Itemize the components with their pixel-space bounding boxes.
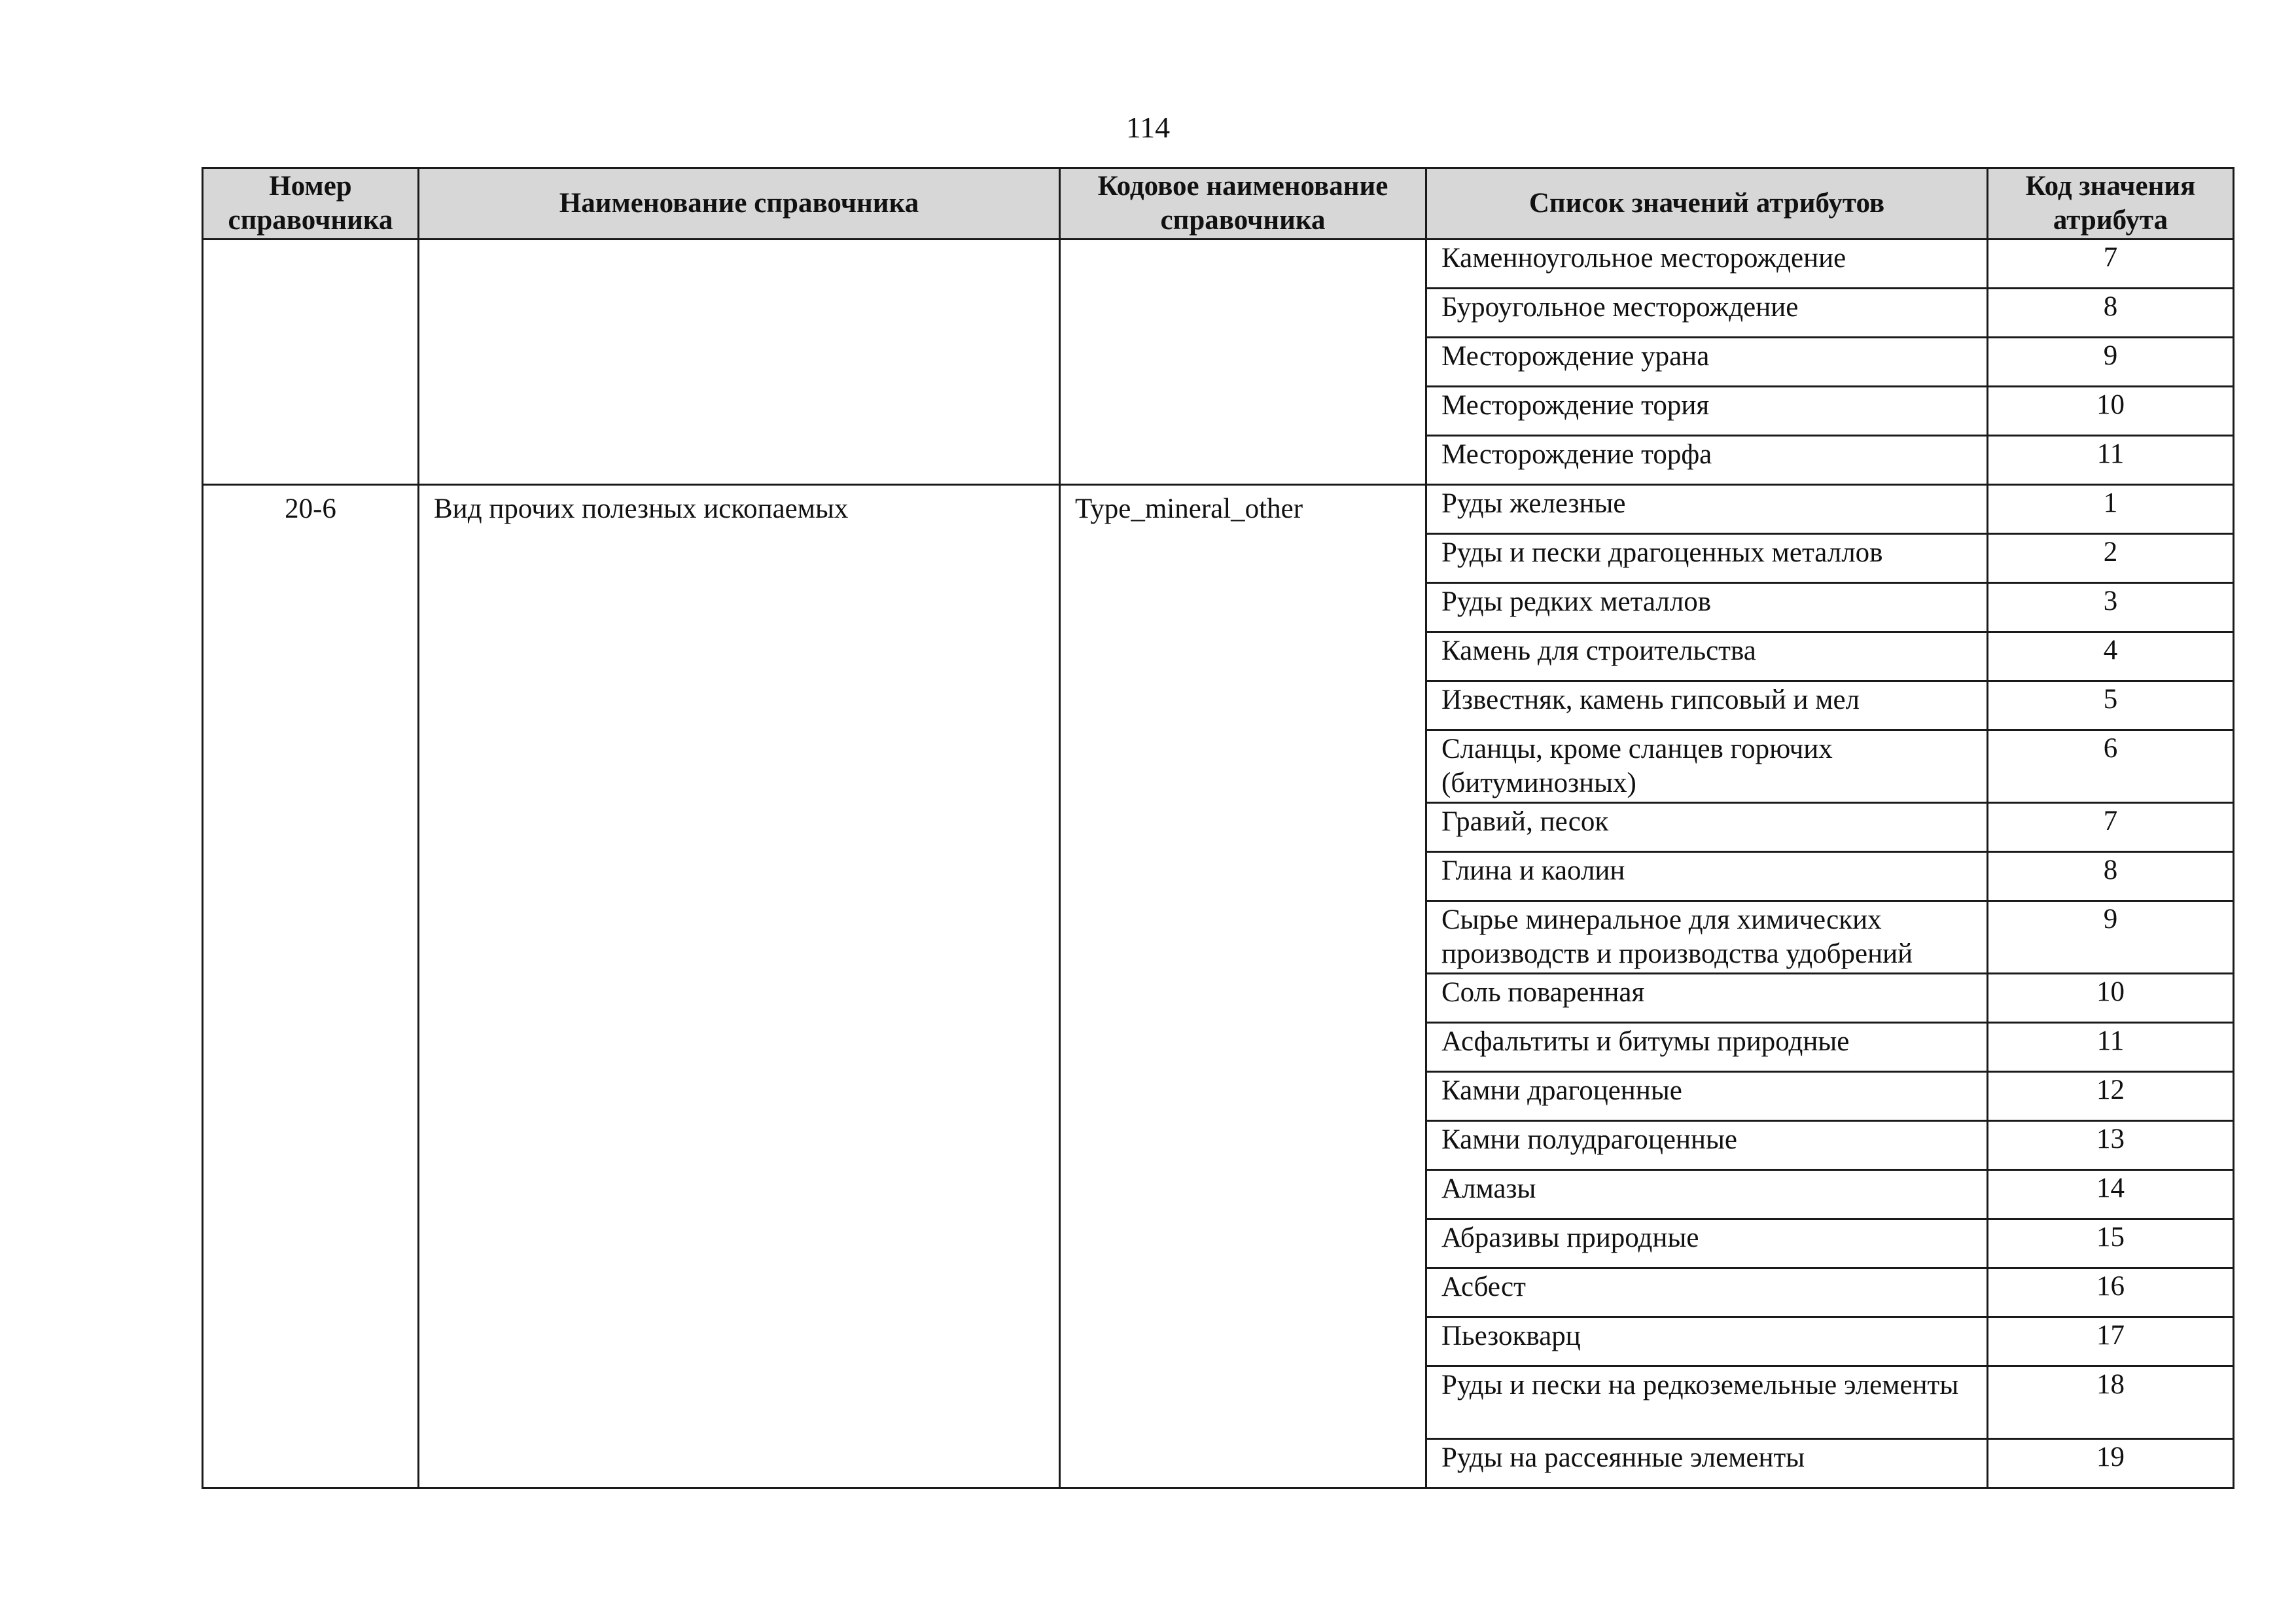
directory-name	[419, 240, 1060, 485]
attribute-value-code: 3	[1988, 583, 2234, 632]
attribute-value-code: 13	[1988, 1121, 2234, 1170]
attribute-value: Руды железные	[1426, 485, 1988, 534]
attribute-value: Асфальтиты и битумы природные	[1426, 1023, 1988, 1072]
attribute-value-code: 8	[1988, 289, 2234, 338]
attribute-value-code: 1	[1988, 485, 2234, 534]
table-row	[203, 240, 2234, 289]
attribute-value-code: 6	[1988, 730, 2234, 803]
attribute-value-code: 14	[1988, 1170, 2234, 1219]
directory-number	[203, 240, 419, 485]
attribute-value: Асбест	[1426, 1268, 1988, 1317]
attribute-value-code: 12	[1988, 1072, 2234, 1121]
attribute-value: Пьезокварц	[1426, 1317, 1988, 1366]
attribute-value-code: 9	[1988, 338, 2234, 387]
attribute-value: Глина и каолин	[1426, 852, 1988, 901]
header-values: Список значений атрибутов	[1426, 168, 1988, 240]
attribute-value: Буроугольное месторождение	[1426, 289, 1988, 338]
attribute-value: Камень для строительства	[1426, 632, 1988, 681]
attribute-value: Известняк, камень гипсовый и мел	[1426, 681, 1988, 730]
attribute-value-code: 10	[1988, 974, 2234, 1023]
attribute-value: Абразивы природные	[1426, 1219, 1988, 1268]
attribute-value-code: 16	[1988, 1268, 2234, 1317]
attribute-value: Гравий, песок	[1426, 803, 1988, 852]
attribute-value-code: 9	[1988, 901, 2234, 974]
attribute-value: Соль поваренная	[1426, 974, 1988, 1023]
directory-name: Вид прочих полезных ископаемых	[419, 485, 1060, 1488]
table-body	[203, 240, 2234, 1488]
header-row	[203, 168, 2234, 240]
reference-table	[202, 167, 2234, 1489]
attribute-value: Руды редких металлов	[1426, 583, 1988, 632]
attribute-value-code: 4	[1988, 632, 2234, 681]
directory-code-name	[1060, 240, 1426, 485]
attribute-value: Каменноугольное месторождение	[1426, 240, 1988, 289]
attribute-value: Камни полудрагоценные	[1426, 1121, 1988, 1170]
attribute-value-code: 2	[1988, 534, 2234, 583]
header-name: Наименование справочника	[419, 168, 1060, 240]
header-code-name: Кодовое наименование справочника	[1060, 168, 1426, 240]
attribute-value-code: 8	[1988, 852, 2234, 901]
attribute-value-code: 7	[1988, 240, 2234, 289]
attribute-value: Алмазы	[1426, 1170, 1988, 1219]
page-number: 114	[1125, 111, 1171, 144]
header-number: Номер справочника	[203, 168, 419, 240]
attribute-value: Сланцы, кроме сланцев горючих (битуминозных)	[1426, 730, 1988, 803]
attribute-value: Месторождение торфа	[1426, 436, 1988, 485]
directory-code-name: Type_mineral_other	[1060, 485, 1426, 1488]
attribute-value-code: 19	[1988, 1439, 2234, 1488]
attribute-value: Руды и пески на редкоземельные элементы	[1426, 1366, 1988, 1439]
attribute-value: Руды на рассеянные элементы	[1426, 1439, 1988, 1488]
table-row	[203, 485, 2234, 534]
attribute-value-code: 11	[1988, 436, 2234, 485]
attribute-value: Сырье минеральное для химических производств и производства удобрений	[1426, 901, 1988, 974]
header-value-code: Код значения атрибута	[1988, 168, 2234, 240]
attribute-value: Месторождение урана	[1426, 338, 1988, 387]
attribute-value-code: 15	[1988, 1219, 2234, 1268]
attribute-value-code: 5	[1988, 681, 2234, 730]
attribute-value: Руды и пески драгоценных металлов	[1426, 534, 1988, 583]
attribute-value-code: 17	[1988, 1317, 2234, 1366]
attribute-value-code: 11	[1988, 1023, 2234, 1072]
attribute-value: Камни драгоценные	[1426, 1072, 1988, 1121]
attribute-value-code: 18	[1988, 1366, 2234, 1439]
directory-number: 20-6	[203, 485, 419, 1488]
attribute-value-code: 7	[1988, 803, 2234, 852]
attribute-value: Месторождение тория	[1426, 387, 1988, 436]
attribute-value-code: 10	[1988, 387, 2234, 436]
